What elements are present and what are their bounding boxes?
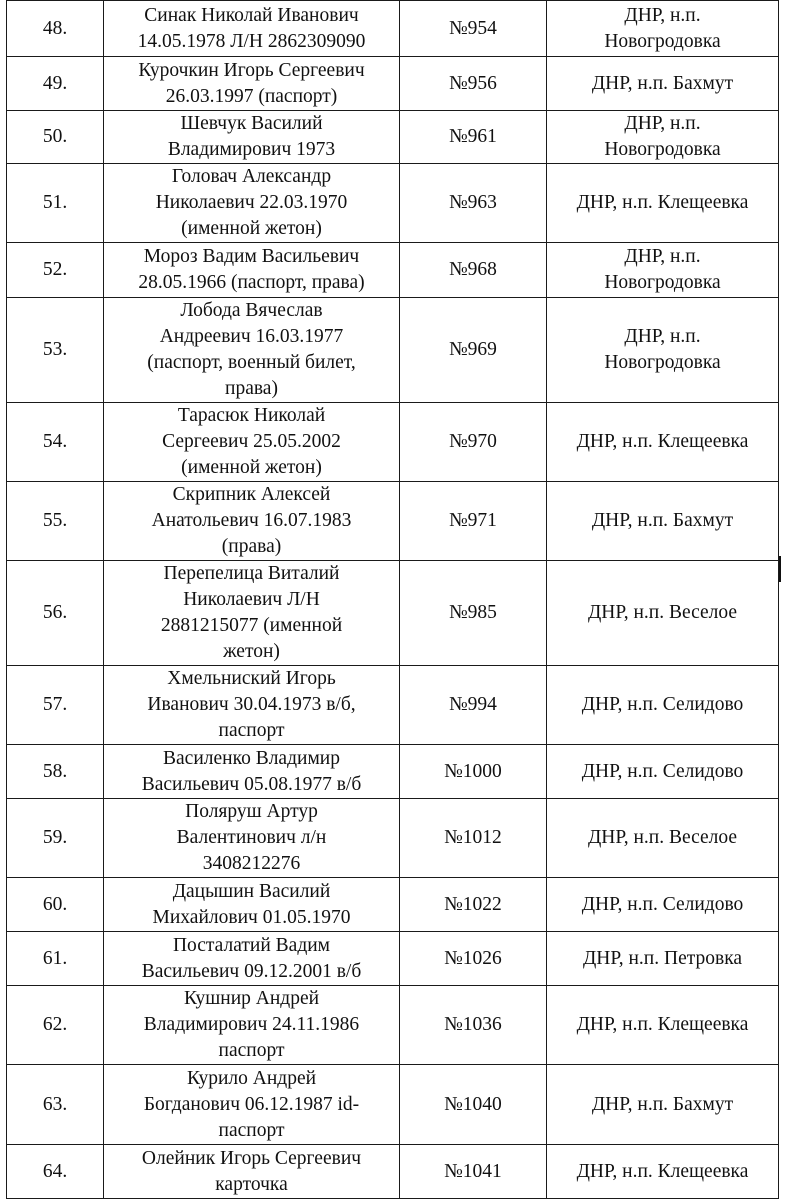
person-details (104, 298, 400, 403)
person-details-line: 28.05.1966 (паспорт, права) (138, 272, 365, 293)
record-number: №994 (400, 666, 547, 745)
table-row (7, 878, 779, 932)
row-number: 51. (7, 164, 104, 243)
record-number: №963 (400, 164, 547, 243)
location (547, 986, 779, 1065)
person-details (104, 799, 400, 878)
person-details-line: карточка (215, 1173, 288, 1195)
person-details-line: Анатольевич 16.07.1983 (151, 510, 352, 531)
row-number: 59. (7, 799, 104, 878)
location-line: ДНР, н.п. Веселое (587, 827, 738, 848)
table-row (7, 482, 779, 561)
record-number: №985 (400, 561, 547, 666)
location-line: ДНР, н.п. Бахмут (591, 510, 734, 531)
person-details-line: Олейник Игорь Сергеевич (141, 1147, 362, 1169)
row-number: 53. (7, 298, 104, 403)
person-details (104, 745, 400, 799)
location (547, 666, 779, 745)
row-number: 49. (7, 57, 104, 111)
row-number: 58. (7, 745, 104, 799)
person-details-line: (именной жетон) (181, 457, 322, 478)
person-details-line: паспорт (218, 720, 285, 741)
record-number: №968 (400, 243, 547, 298)
record-number: №954 (400, 1, 547, 57)
row-number: 52. (7, 243, 104, 298)
location (547, 1145, 779, 1199)
person-details-line: Скрипник Алексей (172, 484, 331, 505)
table-row (7, 298, 779, 403)
location-line: ДНР, н.п. Бахмут (591, 1093, 734, 1115)
person-details-line: Васильевич 09.12.2001 в/б (141, 960, 362, 982)
person-details-line: Поляруш Артур (185, 801, 318, 822)
records-table (6, 0, 779, 1199)
location (547, 1, 779, 57)
person-details-line: Сергеевич 25.05.2002 (162, 431, 341, 452)
person-details-line: 2881215077 (именной (160, 615, 343, 636)
person-details-line: 26.03.1997 (паспорт) (165, 85, 338, 107)
location-line: ДНР, н.п. Клещеевка (576, 1160, 749, 1182)
person-details (104, 482, 400, 561)
person-details-line: Посталатий Вадим (172, 934, 331, 956)
person-details (104, 878, 400, 932)
person-details (104, 1, 400, 57)
person-details-line: Андреевич 16.03.1977 (159, 326, 344, 347)
location (547, 111, 779, 164)
location-line: ДНР, н.п. Селидово (581, 694, 744, 715)
person-details-line: (права) (221, 536, 282, 557)
table-row (7, 799, 779, 878)
location (547, 878, 779, 932)
location-line: ДНР, н.п. Клещеевка (576, 431, 749, 452)
table-row (7, 561, 779, 666)
record-number: №956 (400, 57, 547, 111)
location-line: ДНР, н.п. Петровка (582, 947, 743, 969)
location-line: Новогродовка (604, 139, 721, 160)
location (547, 298, 779, 403)
person-details-line: Михайлович 01.05.1970 (152, 906, 351, 928)
person-details-line: Синак Николай Иванович (144, 4, 359, 26)
row-number: 48. (7, 1, 104, 57)
person-details-line: права) (225, 378, 278, 399)
table-row (7, 57, 779, 111)
person-details (104, 1065, 400, 1145)
person-details-line: Дацышин Василий (172, 880, 331, 902)
person-details-line: Богданович 06.12.1987 id- (143, 1093, 360, 1115)
person-details-line: Перепелица Виталий (163, 563, 340, 584)
person-details-line: Николаевич 22.03.1970 (155, 192, 348, 213)
person-details (104, 57, 400, 111)
record-number: №1040 (400, 1065, 547, 1145)
location-line: ДНР, н.п. Клещеевка (576, 1014, 749, 1035)
person-details (104, 164, 400, 243)
person-details-line: Владимирович 1973 (167, 139, 336, 160)
row-number: 56. (7, 561, 104, 666)
table-row (7, 932, 779, 986)
row-number: 50. (7, 111, 104, 164)
person-details-line: 3408212276 (202, 853, 301, 874)
person-details-line: Иванович 30.04.1973 в/б, (147, 694, 356, 715)
row-number: 60. (7, 878, 104, 932)
location (547, 403, 779, 482)
table-row (7, 1, 779, 57)
table-row (7, 164, 779, 243)
location-line: ДНР, н.п. (624, 326, 701, 347)
person-details (104, 932, 400, 986)
record-number: №1036 (400, 986, 547, 1065)
person-details-line: жетон) (223, 641, 280, 662)
location-line: ДНР, н.п. (624, 246, 701, 267)
table-row (7, 403, 779, 482)
record-number: №1022 (400, 878, 547, 932)
records-sheet (6, 0, 778, 1199)
person-details-line: (паспорт, военный билет, (147, 352, 356, 373)
table-row (7, 243, 779, 298)
record-number: №1012 (400, 799, 547, 878)
person-details (104, 561, 400, 666)
location (547, 799, 779, 878)
person-details-line: Николаевич Л/Н (183, 589, 320, 610)
location-line: Новогродовка (604, 352, 721, 373)
row-number: 57. (7, 666, 104, 745)
table-row (7, 1145, 779, 1199)
person-details-line: Головач Александр (171, 166, 332, 187)
row-number: 54. (7, 403, 104, 482)
record-number: №1000 (400, 745, 547, 799)
location (547, 561, 779, 666)
person-details-line: Валентинович л/н (176, 827, 327, 848)
row-number: 61. (7, 932, 104, 986)
person-details-line: Курочкин Игорь Сергеевич (138, 59, 365, 81)
location-line: ДНР, н.п. (624, 113, 701, 134)
record-number: №969 (400, 298, 547, 403)
person-details-line: паспорт (218, 1119, 285, 1141)
location (547, 1065, 779, 1145)
record-number: №1041 (400, 1145, 547, 1199)
person-details (104, 403, 400, 482)
location-line: ДНР, н.п. Клещеевка (576, 192, 749, 213)
margin-mark (779, 556, 781, 582)
location (547, 164, 779, 243)
location-line: ДНР, н.п. Селидово (581, 760, 744, 782)
record-number: №1026 (400, 932, 547, 986)
location-line: ДНР, н.п. Селидово (581, 893, 744, 915)
person-details-line: Хмельниский Игорь (167, 668, 336, 689)
person-details (104, 986, 400, 1065)
row-number: 62. (7, 986, 104, 1065)
location (547, 57, 779, 111)
person-details-line: Владимирович 24.11.1986 (143, 1014, 360, 1035)
records-table-body (7, 1, 779, 1199)
person-details-line: Василенко Владимир (163, 747, 340, 769)
record-number: №961 (400, 111, 547, 164)
person-details-line: Тарасюк Николай (177, 405, 326, 426)
table-row (7, 666, 779, 745)
location-line: ДНР, н.п. Веселое (587, 602, 738, 623)
table-row (7, 745, 779, 799)
person-details (104, 666, 400, 745)
location-line: ДНР, н.п. (624, 4, 701, 26)
table-row (7, 111, 779, 164)
location (547, 932, 779, 986)
person-details-line: Кушнир Андрей (183, 988, 320, 1009)
location-line: Новогродовка (604, 272, 721, 293)
person-details-line: 14.05.1978 Л/Н 2862309090 (137, 30, 366, 52)
row-number: 63. (7, 1065, 104, 1145)
location (547, 482, 779, 561)
location-line: Новогродовка (604, 30, 721, 52)
person-details-line: Лобода Вячеслав (180, 300, 323, 321)
table-row (7, 986, 779, 1065)
person-details-line: Курило Андрей (186, 1067, 317, 1089)
person-details (104, 111, 400, 164)
person-details-line: Мороз Вадим Васильевич (143, 246, 360, 267)
table-row (7, 1065, 779, 1145)
row-number: 55. (7, 482, 104, 561)
record-number: №971 (400, 482, 547, 561)
location-line: ДНР, н.п. Бахмут (591, 72, 734, 94)
person-details (104, 243, 400, 298)
person-details-line: Шевчук Василий (180, 113, 323, 134)
location (547, 745, 779, 799)
record-number: №970 (400, 403, 547, 482)
person-details-line: Васильевич 05.08.1977 в/б (141, 773, 362, 795)
person-details-line: (именной жетон) (181, 218, 322, 239)
row-number: 64. (7, 1145, 104, 1199)
person-details (104, 1145, 400, 1199)
person-details-line: паспорт (218, 1040, 285, 1061)
location (547, 243, 779, 298)
